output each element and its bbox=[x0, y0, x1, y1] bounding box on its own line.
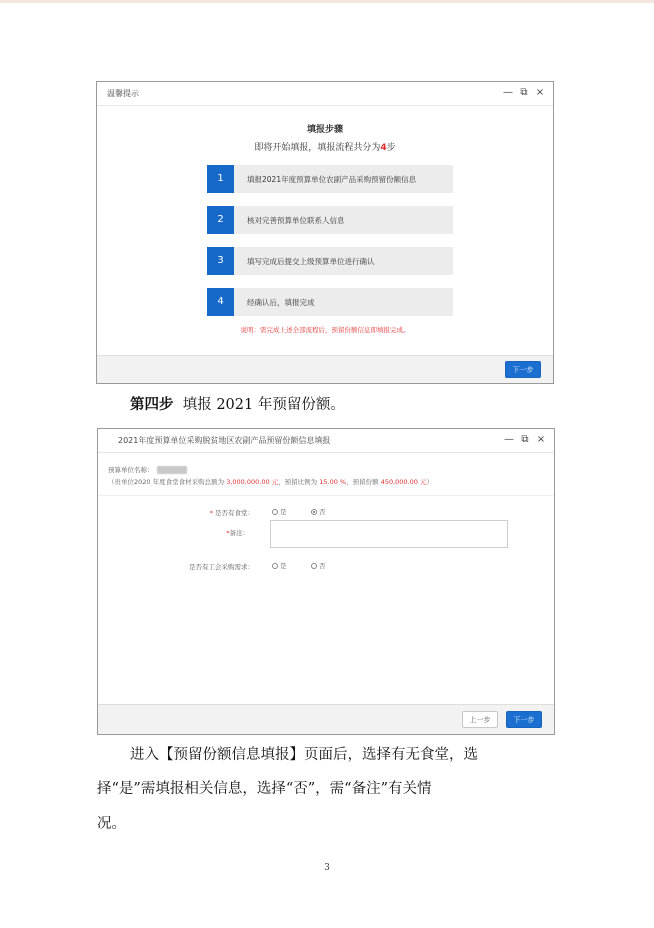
close-icon[interactable]: × bbox=[536, 434, 546, 445]
steps-count: 4 bbox=[380, 143, 387, 153]
steps-subtitle-text: 即将开始填报，填报流程共分为 bbox=[254, 143, 381, 153]
radio-unchecked-icon bbox=[272, 563, 278, 569]
next-step-button[interactable]: 下一步 bbox=[506, 711, 542, 728]
dialog-title: 温馨提示 bbox=[107, 89, 139, 98]
prev-step-button[interactable]: 上一步 bbox=[462, 711, 498, 728]
dialog-footer bbox=[98, 704, 554, 734]
union-yes-radio[interactable] bbox=[272, 561, 287, 570]
radio-label: 是 bbox=[280, 508, 287, 516]
close-icon[interactable]: × bbox=[535, 87, 545, 98]
info-mid: ，预留比例为 bbox=[278, 478, 320, 486]
minimize-icon[interactable]: — bbox=[504, 434, 514, 445]
union-label: 是否有工会采购需求： bbox=[189, 563, 254, 571]
page-number: 3 bbox=[324, 863, 330, 873]
dialog-title: 2021年度预算单位采购脱贫地区农副产品预留份额信息填报 bbox=[118, 436, 331, 445]
page-top-rule bbox=[0, 0, 654, 3]
reserve-form-dialog bbox=[97, 428, 555, 735]
radio-label: 否 bbox=[319, 562, 326, 570]
step-item bbox=[207, 288, 453, 316]
remark-label-text: 备注： bbox=[229, 529, 249, 537]
reserved-amount: 450,000.00 元 bbox=[380, 478, 427, 486]
step-number: 4 bbox=[207, 288, 234, 316]
window-controls bbox=[503, 86, 545, 100]
radio-unchecked-icon bbox=[272, 509, 278, 515]
canteen-yes-radio[interactable] bbox=[272, 507, 287, 516]
steps-subtitle bbox=[97, 140, 553, 153]
radio-label: 是 bbox=[280, 562, 287, 570]
radio-label: 否 bbox=[319, 508, 326, 516]
window-controls bbox=[504, 433, 546, 447]
required-mark: * bbox=[209, 509, 213, 517]
step-number: 1 bbox=[207, 165, 234, 193]
step-number: 3 bbox=[207, 247, 234, 275]
canteen-label-text: 是否有食堂： bbox=[215, 509, 254, 517]
paragraph-line-2: 择“是”需填报相关信息，选择“否”，需“备注”有关情 bbox=[97, 781, 432, 797]
radio-unchecked-icon bbox=[311, 563, 317, 569]
step-four-text: 填报 2021 年预留份额。 bbox=[182, 397, 345, 413]
maximize-icon[interactable]: ⧉ bbox=[520, 87, 528, 98]
paragraph-line-1: 进入【预留份额信息填报】页面后，选择有无食堂，选 bbox=[130, 747, 478, 763]
unit-name-label: 预算单位名称： bbox=[108, 466, 154, 474]
remark-textarea[interactable] bbox=[270, 520, 508, 548]
radio-checked-icon bbox=[311, 509, 317, 515]
total-amount: 3,000,000.00 元 bbox=[226, 478, 279, 486]
step-text: 核对完善预算单位联系人信息 bbox=[247, 216, 345, 225]
tips-dialog bbox=[96, 81, 554, 384]
paragraph-line-3: 况。 bbox=[97, 816, 126, 832]
steps-subtitle-suffix: 步 bbox=[386, 143, 396, 153]
step-text: 填写完成后提交上级预算单位进行确认 bbox=[247, 257, 375, 266]
minimize-icon[interactable]: — bbox=[503, 87, 513, 98]
step-item bbox=[207, 206, 453, 234]
info-mid2: ，预留份额 bbox=[346, 478, 381, 486]
form-divider bbox=[98, 495, 554, 496]
reserve-ratio: 15.00 % bbox=[319, 478, 347, 486]
dialog-footer bbox=[97, 355, 553, 383]
step-item bbox=[207, 247, 453, 275]
info-prefix: （贵单位2020 年度食堂食材采购总额为 bbox=[108, 478, 227, 486]
union-no-radio[interactable] bbox=[311, 561, 326, 570]
required-mark: * bbox=[226, 529, 230, 537]
step-four-line bbox=[130, 393, 345, 414]
steps-heading: 填报步骤 bbox=[306, 125, 343, 135]
step-text: 填报2021年度预算单位农副产品采购预留份额信息 bbox=[247, 175, 417, 184]
reserve-info-row bbox=[108, 477, 433, 486]
step-text: 经确认后，填报完成 bbox=[247, 298, 315, 307]
dialog-titlebar bbox=[98, 429, 554, 453]
step-number: 2 bbox=[207, 206, 234, 234]
steps-note: 说明：需完成上述全部流程后，预留份额信息即填报完成。 bbox=[240, 326, 410, 334]
step-item bbox=[207, 165, 453, 193]
info-suffix: ） bbox=[426, 478, 433, 486]
redacted-unit-name bbox=[157, 466, 187, 474]
canteen-label bbox=[158, 508, 254, 517]
dialog-titlebar bbox=[97, 82, 553, 106]
unit-name-row bbox=[108, 465, 187, 474]
canteen-no-radio[interactable] bbox=[311, 507, 326, 516]
next-step-button[interactable]: 下一步 bbox=[505, 361, 541, 378]
remark-label bbox=[158, 528, 249, 537]
step-four-heading: 第四步 bbox=[130, 396, 174, 413]
maximize-icon[interactable]: ⧉ bbox=[521, 434, 529, 445]
